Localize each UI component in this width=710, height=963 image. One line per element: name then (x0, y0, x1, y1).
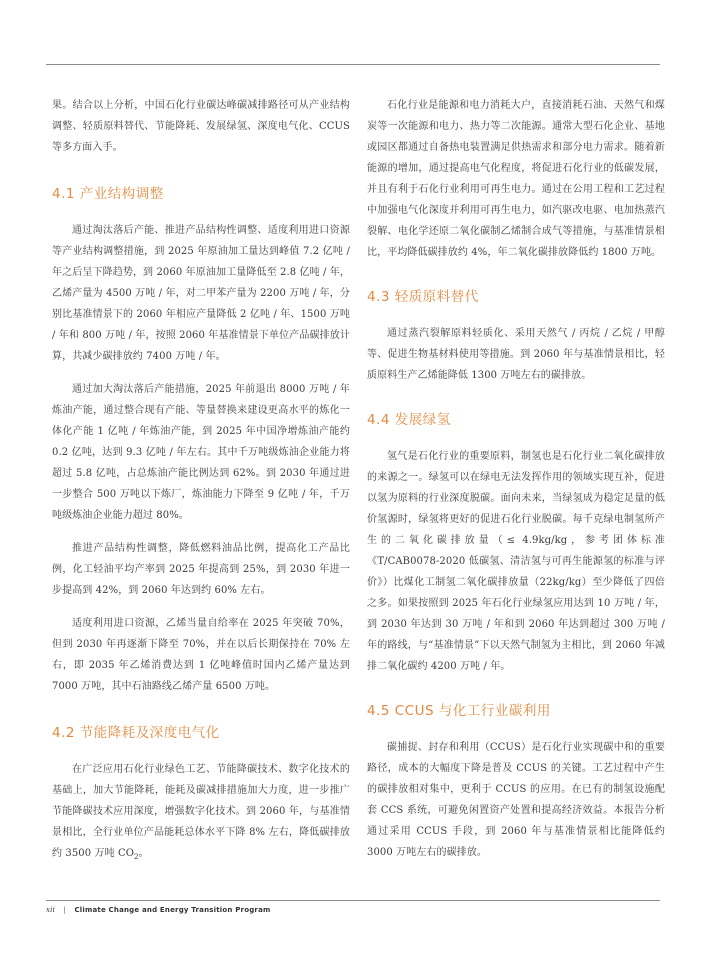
paragraph-ccus: 碳捕捉、封存和利用（CCUS）是石化行业实现碳中和的重要路径，成本的大幅度下降是普及 CCUS 的关键。工艺过程中产生的碳排放相对集中，更利于 CCUS 的应用。在已有的制氢设施配套 CCS 系统，可避免闲置资产处置和提高经济效益。本报告分析通过采用 CCUS 手段，到 2060 年与基准情景相比能降低约 3000 万吨左右的碳排放。 (367, 742, 665, 858)
section-heading-4-5: 4.5 CCUS 与化工行业碳利用 (367, 703, 551, 719)
section-heading-4-1: 4.1 产业结构调整 (52, 186, 164, 202)
paragraph-import-resources: 适度利用进口资源，乙烯当量自给率在 2025 年突破 70%，但到 2030 年再逐渐下降至 70%，并在以后长期保持在 70% 左右，即 2035 年乙烯消费达到 1 亿吨峰值时国内乙烯产量达到 7000 万吨，其中石油路线乙烯产量 6500 万吨。 (52, 618, 350, 692)
section-heading-4-4: 4.4 发展绿氢 (367, 412, 451, 428)
section-heading-4-3: 4.3 轻质原料替代 (367, 289, 479, 305)
paragraph-electrification: 石化行业是能源和电力消耗大户，直接消耗石油、天然气和煤炭等一次能源和电力、热力等二次能源。通常大型石化企业、基地或园区都通过自备热电装置满足供热需求和部分电力需求。随着新能源的增加，通过提高电气化程度，将促进石化行业的低碳发展，并且有利于石化行业利用可再生电力。通过在公用工程和工艺过程中加强电气化深度并利用可再生电力，如汽驱改电驱、电加热蒸汽裂解、电化学还原二氧化碳制乙烯制合成气等措施，与基准情景相比，平均降低碳排放约 4%，年二氧化碳排放降低约 1800 万吨。 (367, 100, 665, 258)
paragraph-structure-adjustment: 通过淘汰落后产能、推进产品结构性调整、适度利用进口资源等产业结构调整措施，到 2025 年原油加工量达到峰值 7.2 亿吨 / 年之后呈下降趋势，到 2060 年原油加工量降低至 2.8 亿吨 / 年，乙烯产量为 4500 万吨 / 年，对二甲苯产量为 2200 万吨 / 年，分别比基准情景下的 2060 年相应产量降低 2 亿吨 / 年、1500 万吨 / 年和 800 万吨 / 年，按照 2060 年基准情景下单位产品碳排放计算，共减少碳排放约 7400 万吨 / 年。 (52, 225, 350, 362)
paragraph-product-structure: 推进产品结构性调整，降低燃料油品比例，提高化工产品比例，化工轻油平均产率到 2025 年提高到 25%，到 2030 年进一步提高到 42%，到 2060 年达到约 60% 左右。 (52, 543, 350, 596)
left-column (52, 95, 350, 880)
paragraph-light-feedstock: 通过蒸汽裂解原料轻质化、采用天然气 / 丙烷 / 乙烷 / 甲醇等、促进生物基材料使用等措施。到 2060 年与基准情景相比，轻质原料生产乙烯能降低 1300 万吨左右的碳排放。 (367, 328, 665, 381)
paragraph-green-hydrogen: 氢气是石化行业的重要原料，制氢也是石化行业二氧化碳排放的来源之一。绿氢可以在绿电无法发挥作用的领域实现互补，促进以氢为原料的行业深度脱碳。面向未来，当绿氢成为稳定足量的低价氢源时，绿氢将更好的促进石化行业脱碳。每千克绿电制氢所产生的二氧化碳排放量（≤ 4.9kg/kg，参考团体标准《T/CAB0078-2020 低碳氢、清洁氢与可再生能源氢的标准与评价》）比煤化工制氢二氧化碳排放量（22kg/kg）至少降低了四倍之多。如果按照到 2025 年石化行业绿氢应用达到 10 万吨 / 年，到 2030 年达到 30 万吨 / 年和到 2060 年达到超过 300 万吨 / 年的路线，与“基准情景”下以天然气制氢为主相比，到 2060 年减排二氧化碳约 4200 万吨 / 年。 (367, 451, 665, 672)
paragraph-intro-end: 果。结合以上分析，中国石化行业碳达峰碳减排路径可从产业结构调整、轻质原料替代、节能降耗、发展绿氢、深度电气化、CCUS 等多方面入手。 (52, 100, 350, 153)
right-column (367, 95, 665, 875)
paragraph-energy-saving: 在广泛应用石化行业绿色工艺、节能降碳技术、数字化技术的基础上，加大节能降耗，能耗及碳减排措施加大力度，进一步推广节能降碳技术应用深度，增强数字化技术。到 2060 年，与基准情景相比，全行业单位产品能耗总体水平下降 8% 左右，降低碳排放约 3500 万吨 $CO_2$。 (52, 764, 350, 861)
page-number: xii (46, 906, 56, 914)
paragraph-capacity-phaseout: 通过加大淘汰落后产能措施，2025 年前退出 8000 万吨 / 年炼油产能，通过整合现有产能、等量替换来建设更高水平的炼化一体化产能 1 亿吨 / 年炼油产能，到 2025 年中国净增炼油产能约 0.2 亿吨，达到 9.3 亿吨 / 年左右。其中千万吨级炼油企业能力将超过 5.8 亿吨，占总炼油产能比例达到 62%。到 2030 年通过进一步整合 500 万吨以下炼厂，炼油能力下降至 9 亿吨 / 年，千万吨级炼油企业能力超过 80%。 (52, 384, 350, 521)
footer-rule (46, 900, 660, 901)
section-heading-4-2: 4.2 节能降耗及深度电气化 (52, 725, 220, 741)
page-footer (46, 906, 271, 914)
header-rule (46, 64, 660, 65)
program-name: Climate Change and Energy Transition Program (74, 906, 271, 914)
footer-separator: | (63, 906, 67, 914)
